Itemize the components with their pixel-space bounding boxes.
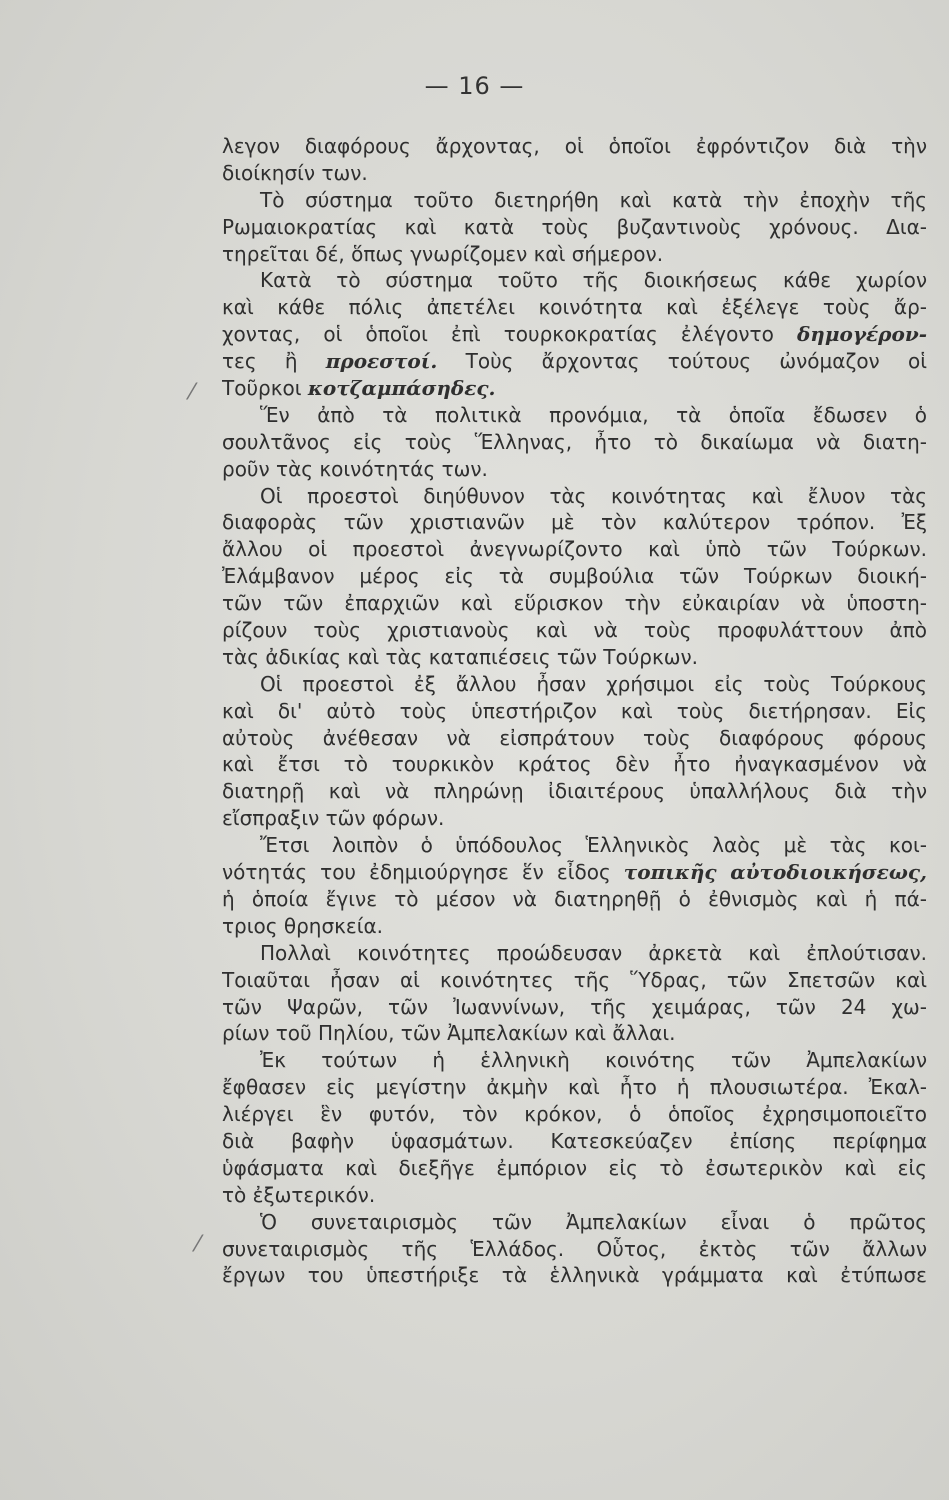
text-line: τῶν Ψαρῶν, τῶν Ἰωαννίνων, τῆς χειμάρας, τῶν 24 χω-	[222, 994, 927, 1019]
text-line: διατηρῇ καὶ νὰ πληρώνῃ ἰδιαιτέρους ὑπαλλήλους διὰ τὴν	[222, 779, 927, 804]
text-line: Κατὰ τὸ σύστημα τοῦτο τῆς διοικήσεως κάθε χωρίον	[260, 268, 927, 293]
text-fragment: Τοὺς ἄρχοντας τούτους ὠνόμαζον οἱ	[437, 349, 927, 374]
emphasized-term: τοπικῆς αὐτοδιοικήσεως,	[623, 860, 927, 885]
text-line: τῶν τῶν ἐπαρχιῶν καὶ εὕρισκον τὴν εὐκαιρίαν νὰ ὑποστη-	[222, 591, 927, 616]
text-line: ρίων τοῦ Πηλίου, τῶν Ἀμπελακίων καὶ ἄλλαι.	[222, 1021, 676, 1046]
emphasized-term: κοτζαμπάσηδες.	[307, 376, 496, 401]
text-line: ἡ ὁποία ἔγινε τὸ μέσον νὰ διατηρηθῇ ὁ ἐθνισμὸς καὶ ἡ πά-	[222, 886, 927, 911]
text-line: διοίκησίν των.	[222, 160, 368, 185]
text-line	[222, 859, 927, 886]
text-line: ὑφάσματα καὶ διεξῆγε ἐμπόριον εἰς τὸ ἐσωτερικὸν καὶ εἰς	[222, 1155, 927, 1180]
text-line: τηρεῖται δέ, ὅπως γνωρίζομεν καὶ σήμερον.	[222, 241, 664, 266]
text-line	[222, 375, 927, 402]
text-line: Ρωμαιοκρατίας καὶ κατὰ τοὺς βυζαντινοὺς χρόνους. Δια-	[222, 214, 927, 239]
text-fragment: χοντας, οἱ ὁποῖοι ἐπὶ τουρκοκρατίας ἐλέγοντο	[222, 322, 797, 347]
text-line: Ὁ συνεταιρισμὸς τῶν Ἀμπελακίων εἶναι ὁ πρῶτος	[260, 1209, 927, 1234]
emphasized-term: δημογέρον-	[796, 322, 927, 347]
text-line: Πολλαὶ κοινότητες προώδευσαν ἀρκετὰ καὶ ἐπλούτισαν.	[260, 940, 927, 965]
text-line: Ἐκ τούτων ἡ ἑλληνικὴ κοινότης τῶν Ἀμπελακίων	[260, 1048, 927, 1073]
text-line: ρίζουν τοὺς χριστιανοὺς καὶ νὰ τοὺς προφυλάττουν ἀπὸ	[222, 618, 927, 643]
text-line: λιέργει ἓν φυτόν, τὸν κρόκον, ὁ ὁποῖος ἐχρησιμοποιεῖτο	[222, 1102, 927, 1127]
text-line: καὶ κάθε πόλις ἀπετέλει κοινότητα καὶ ἐξέλεγε τοὺς ἄρ-	[222, 295, 927, 320]
text-fragment: Τοῦρκοι	[222, 376, 308, 401]
page-number: — 16 —	[424, 72, 525, 100]
margin-pencil-mark-lower: ⁄	[196, 1232, 200, 1257]
text-line: ροῦν τὰς κοινότητάς των.	[222, 456, 488, 481]
text-line: καὶ δι' αὐτὸ τοὺς ὑπεστήριζον καὶ τοὺς διετήρησαν. Εἰς	[222, 698, 927, 723]
text-fragment: νότητάς του ἐδημιούργησε ἕν εἶδος	[222, 860, 624, 885]
text-line: Τοιαῦται ἦσαν αἱ κοινότητες τῆς Ὕδρας, τῶν Σπετσῶν καὶ	[222, 967, 927, 992]
text-line: σουλτᾶνος εἰς τοὺς Ἕλληνας, ἦτο τὸ δικαίωμα νὰ διατη-	[222, 429, 927, 454]
text-line: καὶ ἔτσι τὸ τουρκικὸν κράτος δὲν ἦτο ἠναγκασμένον νὰ	[222, 752, 927, 777]
body-text	[222, 133, 927, 1289]
text-line: ἔργων του ὑπεστήριξε τὰ ἑλληνικὰ γράμματα καὶ ἐτύπωσε	[222, 1263, 927, 1288]
text-line: συνεταιρισμὸς τῆς Ἑλλάδος. Οὗτος, ἐκτὸς τῶν ἄλλων	[222, 1236, 927, 1261]
text-fragment: τες	[222, 349, 285, 374]
margin-pencil-mark: ⁄	[190, 380, 194, 405]
text-line: διὰ βαφὴν ὑφασμάτων. Κατεσκεύαζεν ἐπίσης περίφημα	[222, 1128, 927, 1153]
text-line: τὸ ἐξωτερικόν.	[222, 1182, 376, 1207]
text-line: διαφορὰς τῶν χριστιανῶν μὲ τὸν καλύτερον τρόπον. Ἐξ	[222, 510, 927, 535]
text-line	[222, 321, 927, 348]
text-line: Οἱ προεστοὶ ἐξ ἄλλου ἦσαν χρήσιμοι εἰς τοὺς Τούρκους	[260, 671, 927, 696]
text-line: Ἐλάμβανον μέρος εἰς τὰ συμβούλια τῶν Τούρκων διοική-	[222, 564, 927, 589]
text-line: Ἕν ἀπὸ τὰ πολιτικὰ προνόμια, τὰ ὁποῖα ἔδωσεν ὁ	[260, 402, 927, 427]
text-line: ἔφθασεν εἰς μεγίστην ἀκμὴν καὶ ἦτο ἡ πλουσιωτέρα. Ἐκαλ-	[222, 1075, 927, 1100]
text-line: αὐτοὺς ἀνέθεσαν νὰ εἰσπράτουν τοὺς διαφόρους φόρους	[222, 725, 927, 750]
emphasized-term: προεστοί.	[325, 349, 438, 374]
text-line: λεγον διαφόρους ἄρχοντας, οἱ ὁποῖοι ἐφρόντιζον διὰ τὴν	[222, 134, 927, 158]
text-line: Ἔτσι λοιπὸν ὁ ὑπόδουλος Ἑλληνικὸς λαὸς μὲ τὰς κοι-	[260, 833, 927, 858]
text-line: τριος θρησκεία.	[222, 913, 384, 938]
text-line: Τὸ σύστημα τοῦτο διετηρήθη καὶ κατὰ τὴν ἐποχὴν τῆς	[260, 187, 927, 212]
text-line: τὰς ἀδικίας καὶ τὰς καταπιέσεις τῶν Τούρκων.	[222, 644, 699, 669]
text-line: εἴσπραξιν τῶν φόρων.	[222, 806, 445, 831]
text-line: Οἱ προεστοὶ διηύθυνον τὰς κοινότητας καὶ ἔλυον τὰς	[260, 483, 927, 508]
text-fragment: ἢ	[284, 349, 326, 374]
text-line	[222, 348, 927, 375]
text-line: ἄλλου οἱ προεστοὶ ἀνεγνωρίζοντο καὶ ὑπὸ τῶν Τούρκων.	[222, 537, 927, 562]
